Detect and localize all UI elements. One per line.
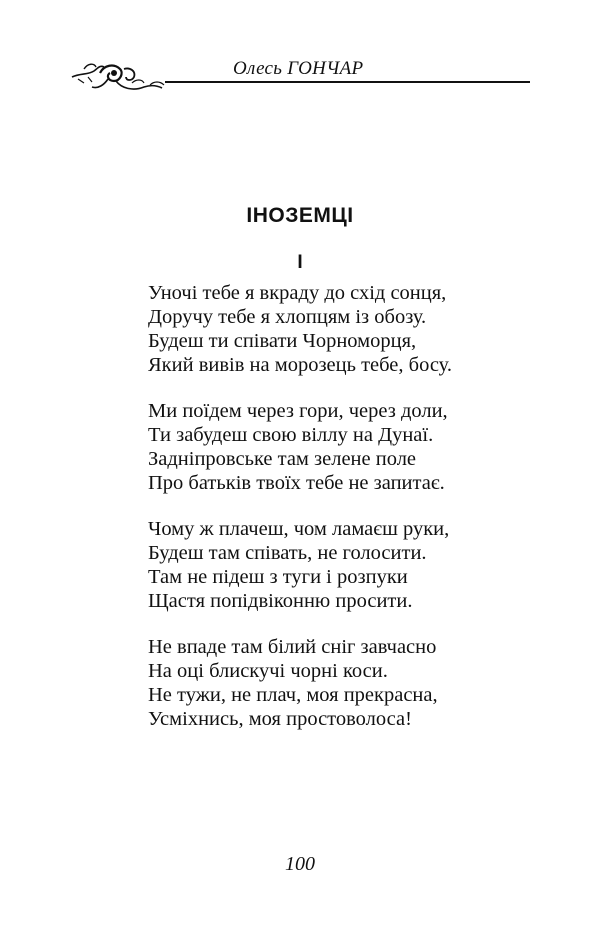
poem-line: Ти забудеш свою віллу на Дунаї. (148, 424, 434, 446)
poem-line: Там не підеш з туги і розпуки (148, 566, 408, 588)
poem-title: ІНОЗЕМЦІ (246, 204, 354, 227)
poem-line: На оці блискучі чорні коси. (148, 660, 388, 682)
running-header (0, 0, 600, 100)
poem-line: Доручу тебе я хлопцям із обозу. (148, 306, 427, 328)
poem-line: Чому ж плачеш, чом ламаєш руки, (148, 518, 450, 540)
stanza (148, 281, 488, 377)
poem-line: Уночі тебе я вкраду до схід сонця, (148, 282, 447, 304)
stanza (148, 635, 488, 731)
poem-line: Задніпровське там зелене поле (148, 448, 417, 470)
poem-line: Ми поїдем через гори, через доли, (148, 400, 448, 422)
stanza (148, 399, 488, 495)
stanza (148, 517, 488, 613)
poem-line: Не тужи, не плач, моя прекрасна, (148, 684, 438, 706)
section-number: І (297, 252, 303, 273)
poem-line: Усміхнись, моя простоволоса! (148, 708, 412, 730)
poem-body (148, 281, 488, 753)
poem-line: Щастя попідвіконню просити. (148, 590, 413, 612)
poem-line: Який вивів на морозець тебе, босу. (148, 354, 452, 376)
header-rule (165, 81, 530, 83)
floral-ornament-icon (70, 55, 170, 95)
running-header-author: Олесь ГОНЧАР (233, 58, 364, 79)
poem-line: Будеш там співать, не голосити. (148, 542, 427, 564)
page-number: 100 (285, 853, 315, 875)
poem-line: Не впаде там білий сніг завчасно (148, 636, 437, 658)
poem-line: Будеш ти співати Чорноморця, (148, 330, 417, 352)
poem-line: Про батьків твоїх тебе не запитає. (148, 472, 445, 494)
